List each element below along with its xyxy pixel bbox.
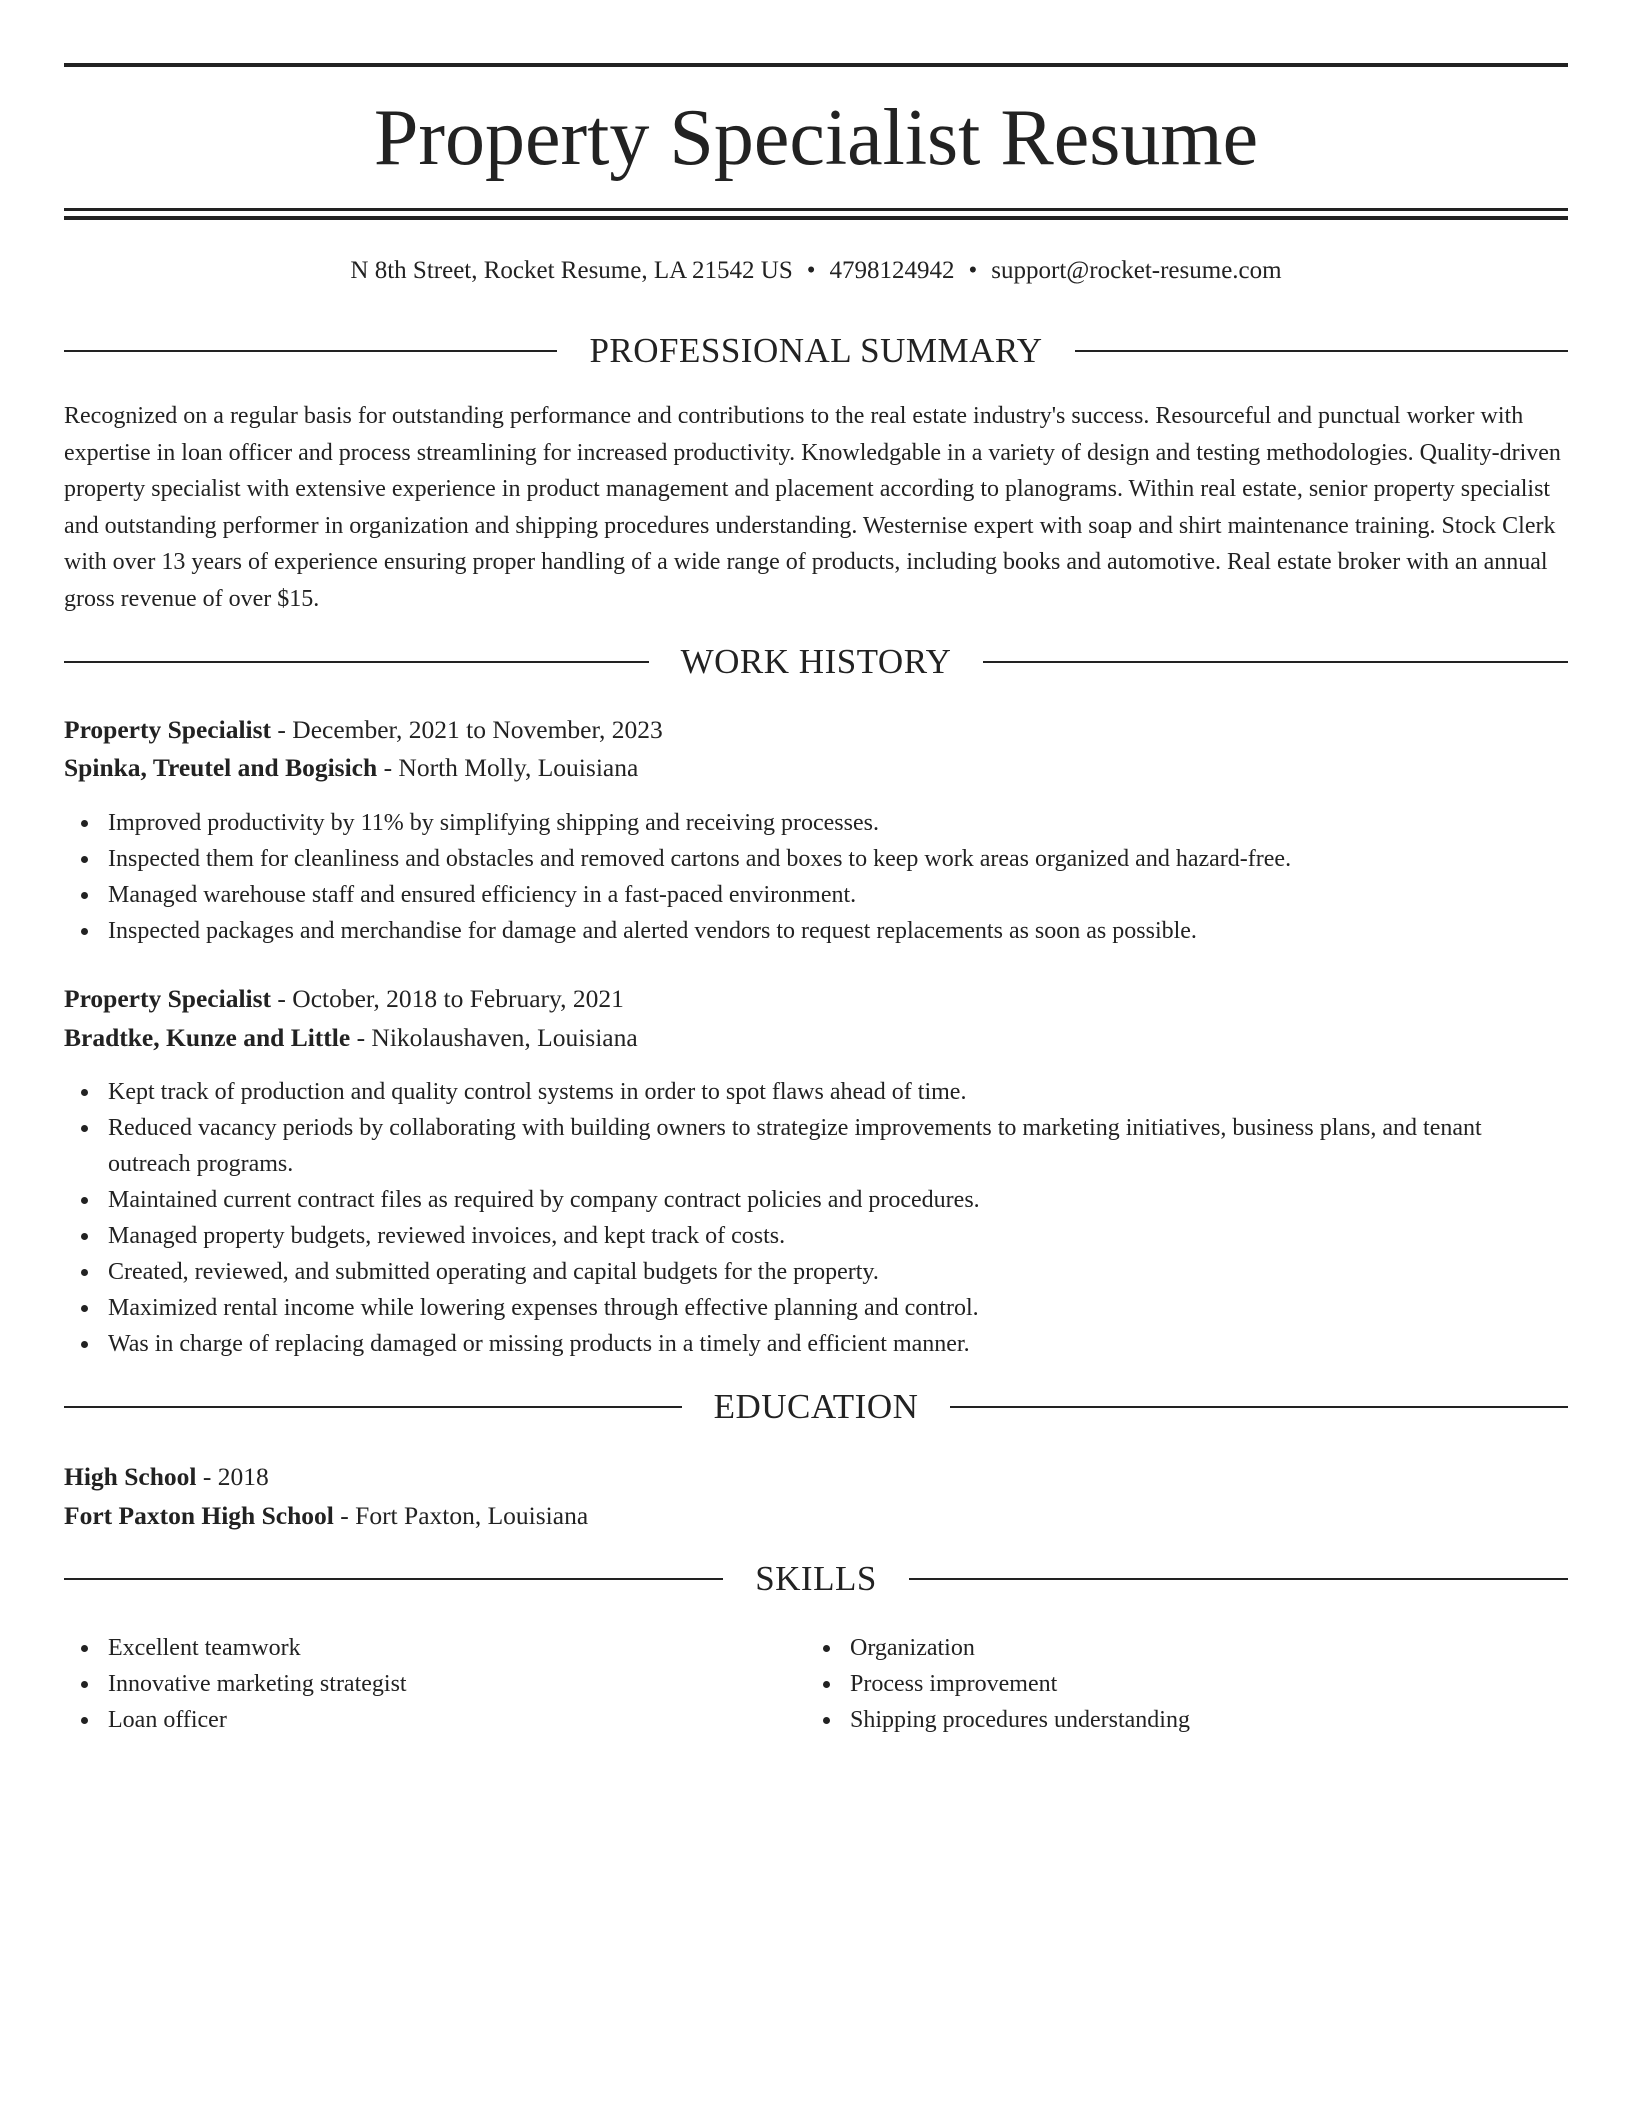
skills-heading	[64, 1559, 1568, 1599]
contact-separator: •	[968, 257, 978, 284]
list-item: Inspected them for cleanliness and obstacles and removed cartons and boxes to keep work areas organized and hazard-free.	[108, 841, 1568, 877]
list-item: Created, reviewed, and submitted operating and capital budgets for the property.	[108, 1254, 1568, 1290]
job-dates: - October, 2018 to February, 2021	[271, 984, 624, 1013]
job-dates: - December, 2021 to November, 2023	[271, 715, 663, 744]
summary-heading-label: PROFESSIONAL SUMMARY	[589, 331, 1043, 370]
list-item: Kept track of production and quality control systems in order to spot flaws ahead of time.	[108, 1074, 1568, 1110]
summary-heading	[64, 331, 1568, 371]
list-item: Innovative marketing strategist	[108, 1666, 808, 1702]
list-item: Managed property budgets, reviewed invoices, and kept track of costs.	[108, 1218, 1568, 1254]
contact-separator: •	[806, 257, 816, 284]
top-rule	[64, 63, 1568, 67]
heading-rule	[950, 1406, 1568, 1408]
title-rule-lower	[64, 216, 1568, 220]
heading-rule	[64, 350, 557, 352]
contact-phone: 4798124942	[829, 257, 955, 284]
education-school: Fort Paxton High School	[64, 1501, 334, 1530]
job-title: Property Specialist	[64, 715, 272, 744]
list-item: Process improvement	[850, 1666, 1550, 1702]
job-title: Property Specialist	[64, 984, 272, 1013]
work-history-heading-label: WORK HISTORY	[680, 642, 952, 681]
contact-email: support@rocket-resume.com	[991, 257, 1282, 284]
list-item: Organization	[850, 1630, 1550, 1666]
job-title-line	[64, 980, 1568, 1018]
skills-list-left	[64, 1630, 808, 1738]
education-year: - 2018	[196, 1462, 269, 1491]
job-location: - Nikolaushaven, Louisiana	[350, 1023, 638, 1052]
education-degree-line	[64, 1458, 1568, 1496]
education-heading	[64, 1387, 1568, 1427]
job-company-line	[64, 749, 1568, 787]
list-item: Was in charge of replacing damaged or missing products in a timely and efficient manner.	[108, 1326, 1568, 1362]
job-title-line	[64, 711, 1568, 749]
list-item: Managed warehouse staff and ensured efficiency in a fast-paced environment.	[108, 877, 1568, 913]
list-item: Loan officer	[108, 1702, 808, 1738]
title-rule-upper	[64, 208, 1568, 211]
skills-heading-label: SKILLS	[755, 1559, 877, 1598]
heading-rule	[64, 1406, 682, 1408]
summary-text: Recognized on a regular basis for outstanding performance and contributions to the real estate industry's success. Resourceful and punctual worker with expertise in loan officer and process streamlining for increased productivity. Knowledgable in a variety of design and testing methodologies. Quality-driven property specialist with extensive experience in product management and placement according to planograms. Within real estate, senior property specialist and outstanding performer in organization and shipping procedures understanding. Westernise expert with soap and shirt maintenance training. Stock Clerk with over 13 years of experience ensuring proper handling of a wide range of products, including books and automotive. Real estate broker with an annual gross revenue of over $15.	[64, 403, 1561, 612]
heading-rule	[983, 661, 1568, 663]
list-item: Improved productivity by 11% by simplifying shipping and receiving processes.	[108, 805, 1568, 841]
job-bullets	[64, 1074, 1568, 1362]
skills-list-right	[806, 1630, 1550, 1738]
job-company: Bradtke, Kunze and Little	[64, 1023, 351, 1052]
page-title: Property Specialist Resume	[373, 94, 1259, 182]
job-company-line	[64, 1019, 1568, 1057]
contact-line	[64, 254, 1568, 288]
list-item: Reduced vacancy periods by collaborating with building owners to strategize improvements to marketing initiatives, business plans, and tenant outreach programs.	[108, 1110, 1568, 1182]
contact-address: N 8th Street, Rocket Resume, LA 21542 US	[350, 257, 793, 284]
list-item: Maintained current contract files as required by company contract policies and procedures.	[108, 1182, 1568, 1218]
heading-rule	[1075, 350, 1568, 352]
education-location: - Fort Paxton, Louisiana	[333, 1501, 589, 1530]
job-location: - North Molly, Louisiana	[377, 753, 639, 782]
education-degree: High School	[64, 1462, 197, 1491]
heading-rule	[64, 1578, 723, 1580]
heading-rule	[909, 1578, 1568, 1580]
list-item: Maximized rental income while lowering expenses through effective planning and control.	[108, 1290, 1568, 1326]
work-history-heading	[64, 642, 1568, 682]
list-item: Shipping procedures understanding	[850, 1702, 1550, 1738]
education-school-line	[64, 1497, 1568, 1535]
list-item: Excellent teamwork	[108, 1630, 808, 1666]
job-company: Spinka, Treutel and Bogisich	[64, 753, 378, 782]
heading-rule	[64, 661, 649, 663]
job-bullets	[64, 805, 1568, 949]
list-item: Inspected packages and merchandise for damage and alerted vendors to request replacements as soon as possible.	[108, 913, 1568, 949]
education-heading-label: EDUCATION	[713, 1387, 919, 1426]
